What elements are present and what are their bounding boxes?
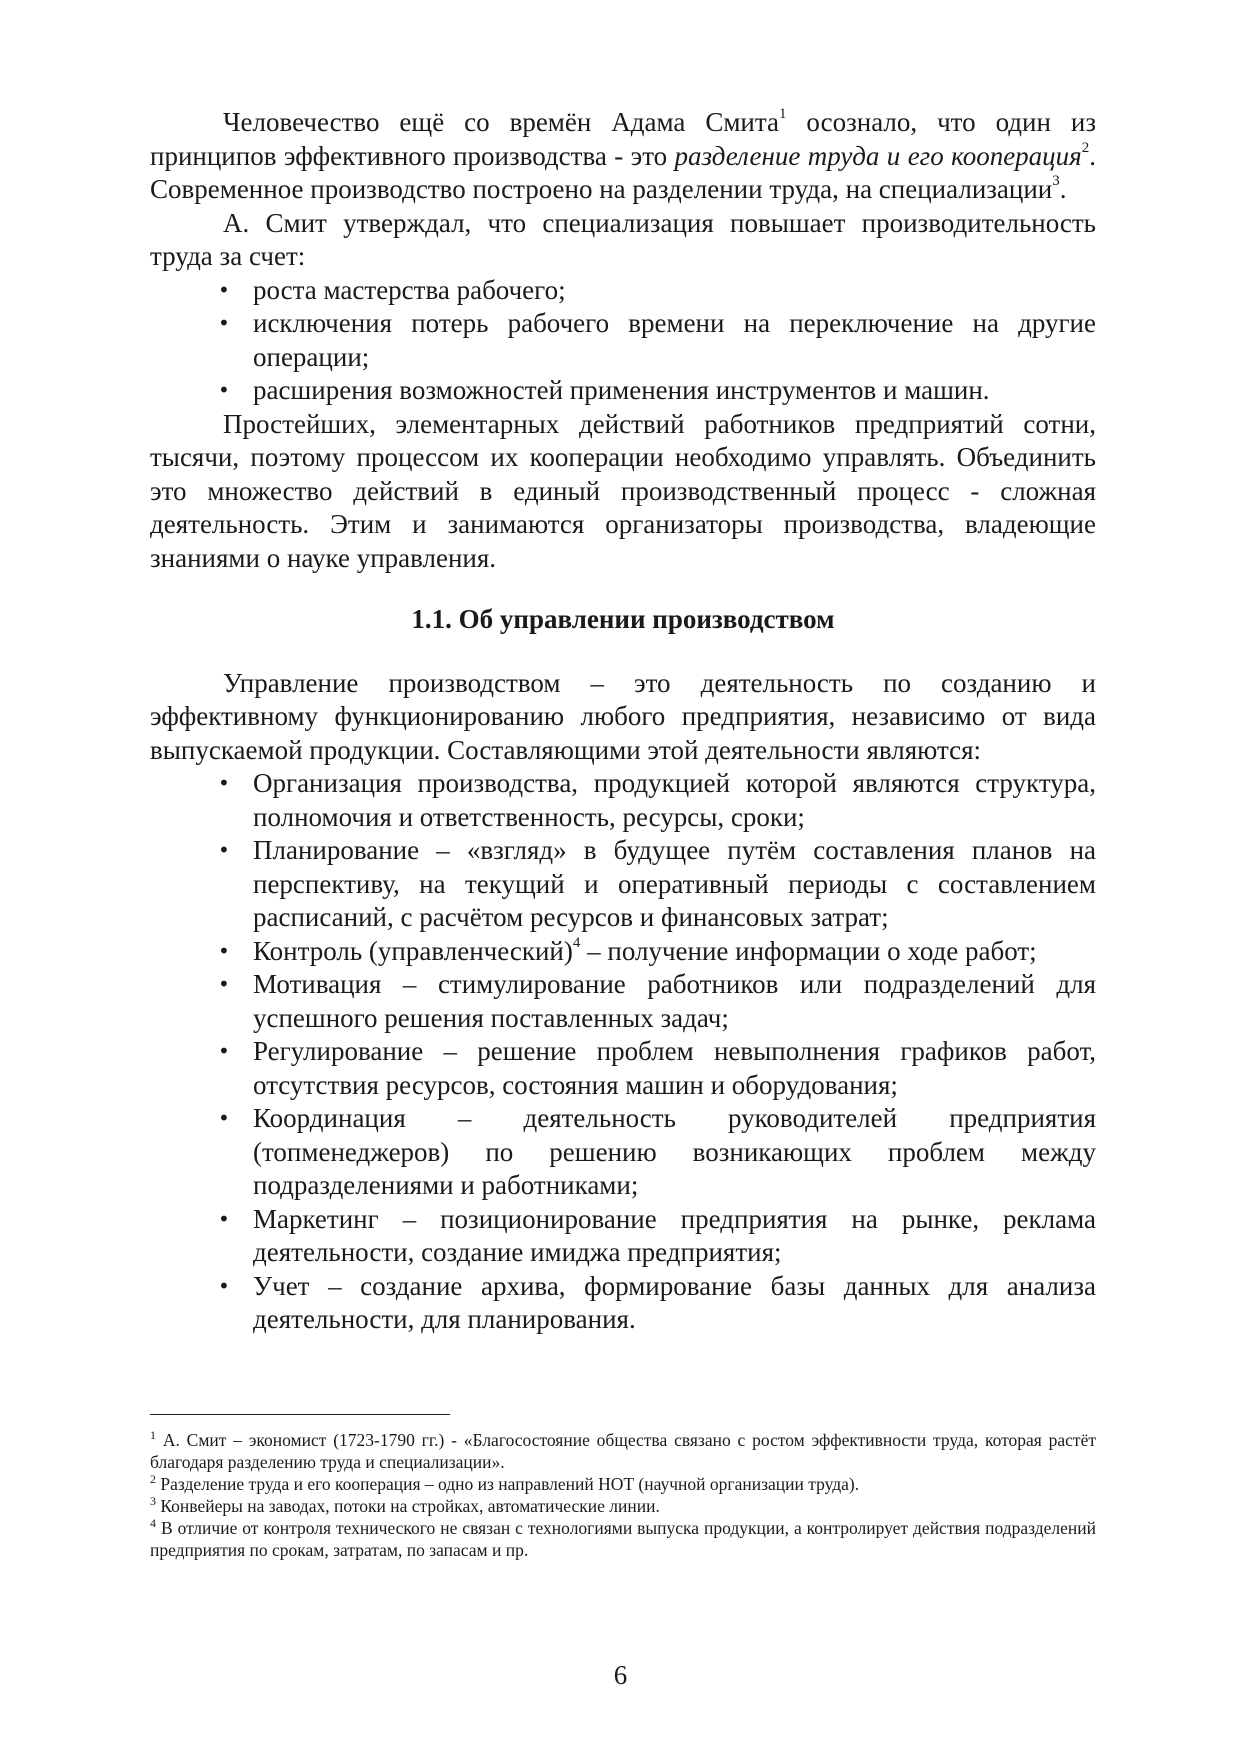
footnote-ref-4[interactable]: 4 — [572, 934, 581, 951]
list-item: • Учет – создание архива, формирование базы данных для анализа деятельности, для планирования. — [150, 1270, 1096, 1337]
footnote-text: Разделение труда и его кооперация – одно из направлений НОТ (научной организации труда). — [156, 1474, 860, 1494]
footnote-ref-3[interactable]: 3 — [1052, 173, 1060, 189]
intro-paragraph-3: Простейших, элементарных действий работников предприятий сотни, тысячи, поэтому процессом их кооперации необходимо управлять. Объединить это множество действий в единый производственный процесс - сложная деятельность. Этим и занимаются организаторы производства, владеющие знаниями о науке управления. — [150, 408, 1096, 573]
intro-text-3: . Современное производство построено на разделении труда, на специализации — [150, 140, 1096, 204]
footnote-ref-2[interactable]: 2 — [1081, 139, 1090, 156]
footnote-4 — [150, 1517, 1096, 1561]
list-item: • расширения возможностей применения инструментов и машин. — [150, 374, 1096, 408]
footnote-1 — [150, 1429, 1096, 1473]
section-heading: 1.1. Об управлении производством — [411, 604, 835, 634]
footnote-number: 2 — [150, 1472, 156, 1486]
footnote-2 — [150, 1473, 1096, 1495]
intro-paragraph-1 — [150, 106, 1096, 207]
intro-bullet-list — [150, 274, 1096, 408]
footnote-divider — [150, 1414, 450, 1415]
footnote-text: Конвейеры на заводах, потоки на стройках, автоматические линии. — [156, 1496, 660, 1516]
list-item — [150, 935, 1096, 969]
list-item: • Мотивация – стимулирование работников или подразделений для успешного решения поставленных задач; — [150, 968, 1096, 1035]
intro-paragraph-2: А. Смит утверждал, что специализация повышает производительность труда за счет: — [150, 207, 1096, 271]
list-item: • Организация производства, продукцией которой являются структура, полномочия и ответственность, ресурсы, сроки; — [150, 767, 1096, 834]
footnote-3 — [150, 1495, 1096, 1517]
footnote-text: А. Смит – экономист (1723-1790 гг.) - «Благосостояние общества связано с ростом эффективности труда, которая растёт благодаря разделению труда и специализации». — [150, 1430, 1096, 1472]
intro-text-1: Человечество ещё со времён Адама Смита — [223, 107, 779, 137]
footnote-ref-1[interactable]: 1 — [778, 106, 787, 122]
section-bullet-list — [150, 767, 1096, 1337]
control-item-text-rest: – получение информации о ходе работ; — [580, 935, 1037, 966]
list-item: • роста мастерства рабочего; — [150, 274, 1096, 308]
page-number: 6 — [613, 1660, 628, 1690]
footnote-number: 1 — [150, 1428, 156, 1442]
page-content — [150, 106, 1096, 1337]
list-item: • Планирование – «взгляд» в будущее путём составления планов на перспективу, на текущий и оперативный периоды с составлением расписаний, с расчётом ресурсов и финансовых затрат; — [150, 834, 1096, 935]
footnote-text: В отличие от контроля технического не связан с технологиями выпуска продукции, а контролирует действия подразделений предприятия по срокам, затратам, по запасам и пр. — [150, 1518, 1096, 1560]
list-item: • Координация – деятельность руководителей предприятия (топменеджеров) по решению возникающих проблем между подразделениями и работниками; — [150, 1102, 1096, 1203]
list-item: • Регулирование – решение проблем невыполнения графиков работ, отсутствия ресурсов, состояния машин и оборудования; — [150, 1035, 1096, 1102]
footnotes — [150, 1414, 1096, 1561]
control-item-text: Контроль (управленческий) — [253, 935, 573, 966]
intro-text-2: осознало, что один из принципов эффективного производства - это — [150, 107, 1096, 171]
list-item: • Маркетинг – позиционирование предприятия на рынке, реклама деятельности, создание имиджа предприятия; — [150, 1203, 1096, 1270]
intro-emphasis: разделение труда и его кооперация — [674, 140, 1082, 171]
intro-text-4: . — [1059, 174, 1067, 204]
footnote-number: 4 — [150, 1516, 156, 1530]
list-item: • исключения потерь рабочего времени на переключение на другие операции; — [150, 307, 1096, 374]
section-paragraph-1: Управление производством – это деятельность по созданию и эффективному функционированию любого предприятия, независимо от вида выпускаемой продукции. Составляющими этой деятельности являются: — [150, 667, 1096, 765]
footnote-number: 3 — [150, 1494, 156, 1508]
